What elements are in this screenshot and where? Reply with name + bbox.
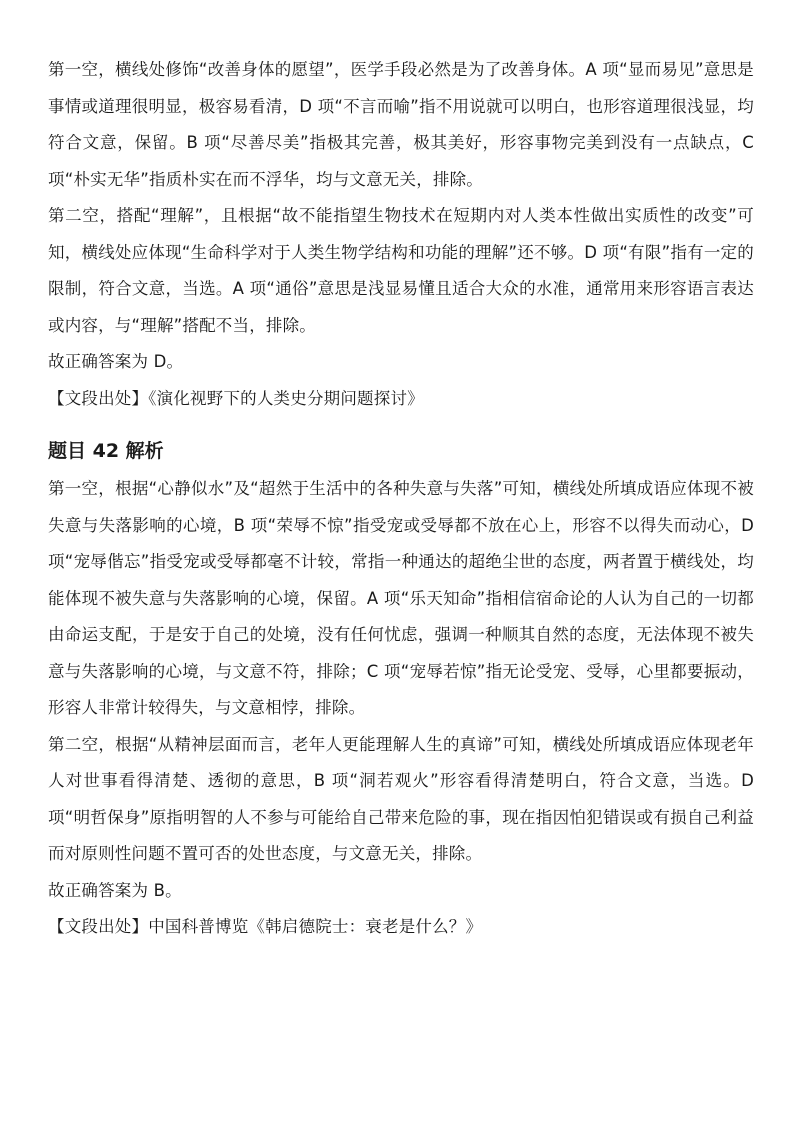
answer-line: 故正确答案为 B。 — [48, 880, 182, 900]
source-line: 【文段出处】《演化视野下的人类史分期问题探讨》 — [48, 388, 424, 408]
explanation-paragraph: 第一空，根据“心静似水”及“超然于生活中的各种失意与失落”可知，横线处所填成语应体现不被失意与失落影响的心境，B 项“荣辱不惊”指受宠或受辱都不放在心上，形容不以得失而动心，D 项“宠辱偕忘”指受宠或受辱都毫不计较，常指一种通达的超绝尘世的态度，两者置于横线处，均能体现不被失意与失落影响的心境，保留。A 项“乐天知命”指相信宿命论的人认为自己的一切都由命运支配，于是安于自己的处境，没有任何忧虑，强调一种顺其自然的态度，无法体现不被失意与失落影响的心境，与文意不符，排除；C 项“宠辱若惊”指无论受宠、受辱，心里都要振动，形容人非常计较得失，与文意相悖，排除。 — [48, 479, 754, 717]
explanation-paragraph: 第二空，根据“从精神层面而言，老年人更能理解人生的真谛”可知，横线处所填成语应体现老年人对世事看得清楚、透彻的意思，B 项“洞若观火”形容看得清楚明白，符合文意，当选。D 项“明哲保身”原指明智的人不参与可能给自己带来危险的事，现在指因怕犯错误或有损自己利益而对原则性问题不置可否的处世态度，与文意无关，排除。 — [48, 734, 754, 863]
document-page — [48, 52, 754, 946]
explanation-paragraph: 第一空，横线处修饰“改善身体的愿望”，医学手段必然是为了改善身体。A 项“显而易见”意思是事情或道理很明显，极容易看清，D 项“不言而喻”指不用说就可以明白，也形容道理很浅显，均符合文意，保留。B 项“尽善尽美”指极其完善，极其美好，形容事物完美到没有一点缺点，C 项“朴实无华”指质朴实在而不浮华，均与文意无关，排除。 — [48, 60, 754, 189]
answer-line: 故正确答案为 D。 — [48, 352, 184, 371]
question-heading: 题目 42 解析 — [48, 440, 164, 462]
explanation-paragraph: 第二空，搭配“理解”，且根据“故不能指望生物技术在短期内对人类本性做出实质性的改变”可知，横线处应体现“生命科学对于人类生物学结构和功能的理解”还不够。D 项“有限”指有一定的限制，符合文意，当选。A 项“通俗”意思是浅显易懂且适合大众的水准，通常用来形容语言表达或内容，与“理解”搭配不当，排除。 — [48, 206, 754, 335]
source-line: 【文段出处】中国科普博览《韩启德院士：衰老是什么？》 — [48, 917, 483, 936]
